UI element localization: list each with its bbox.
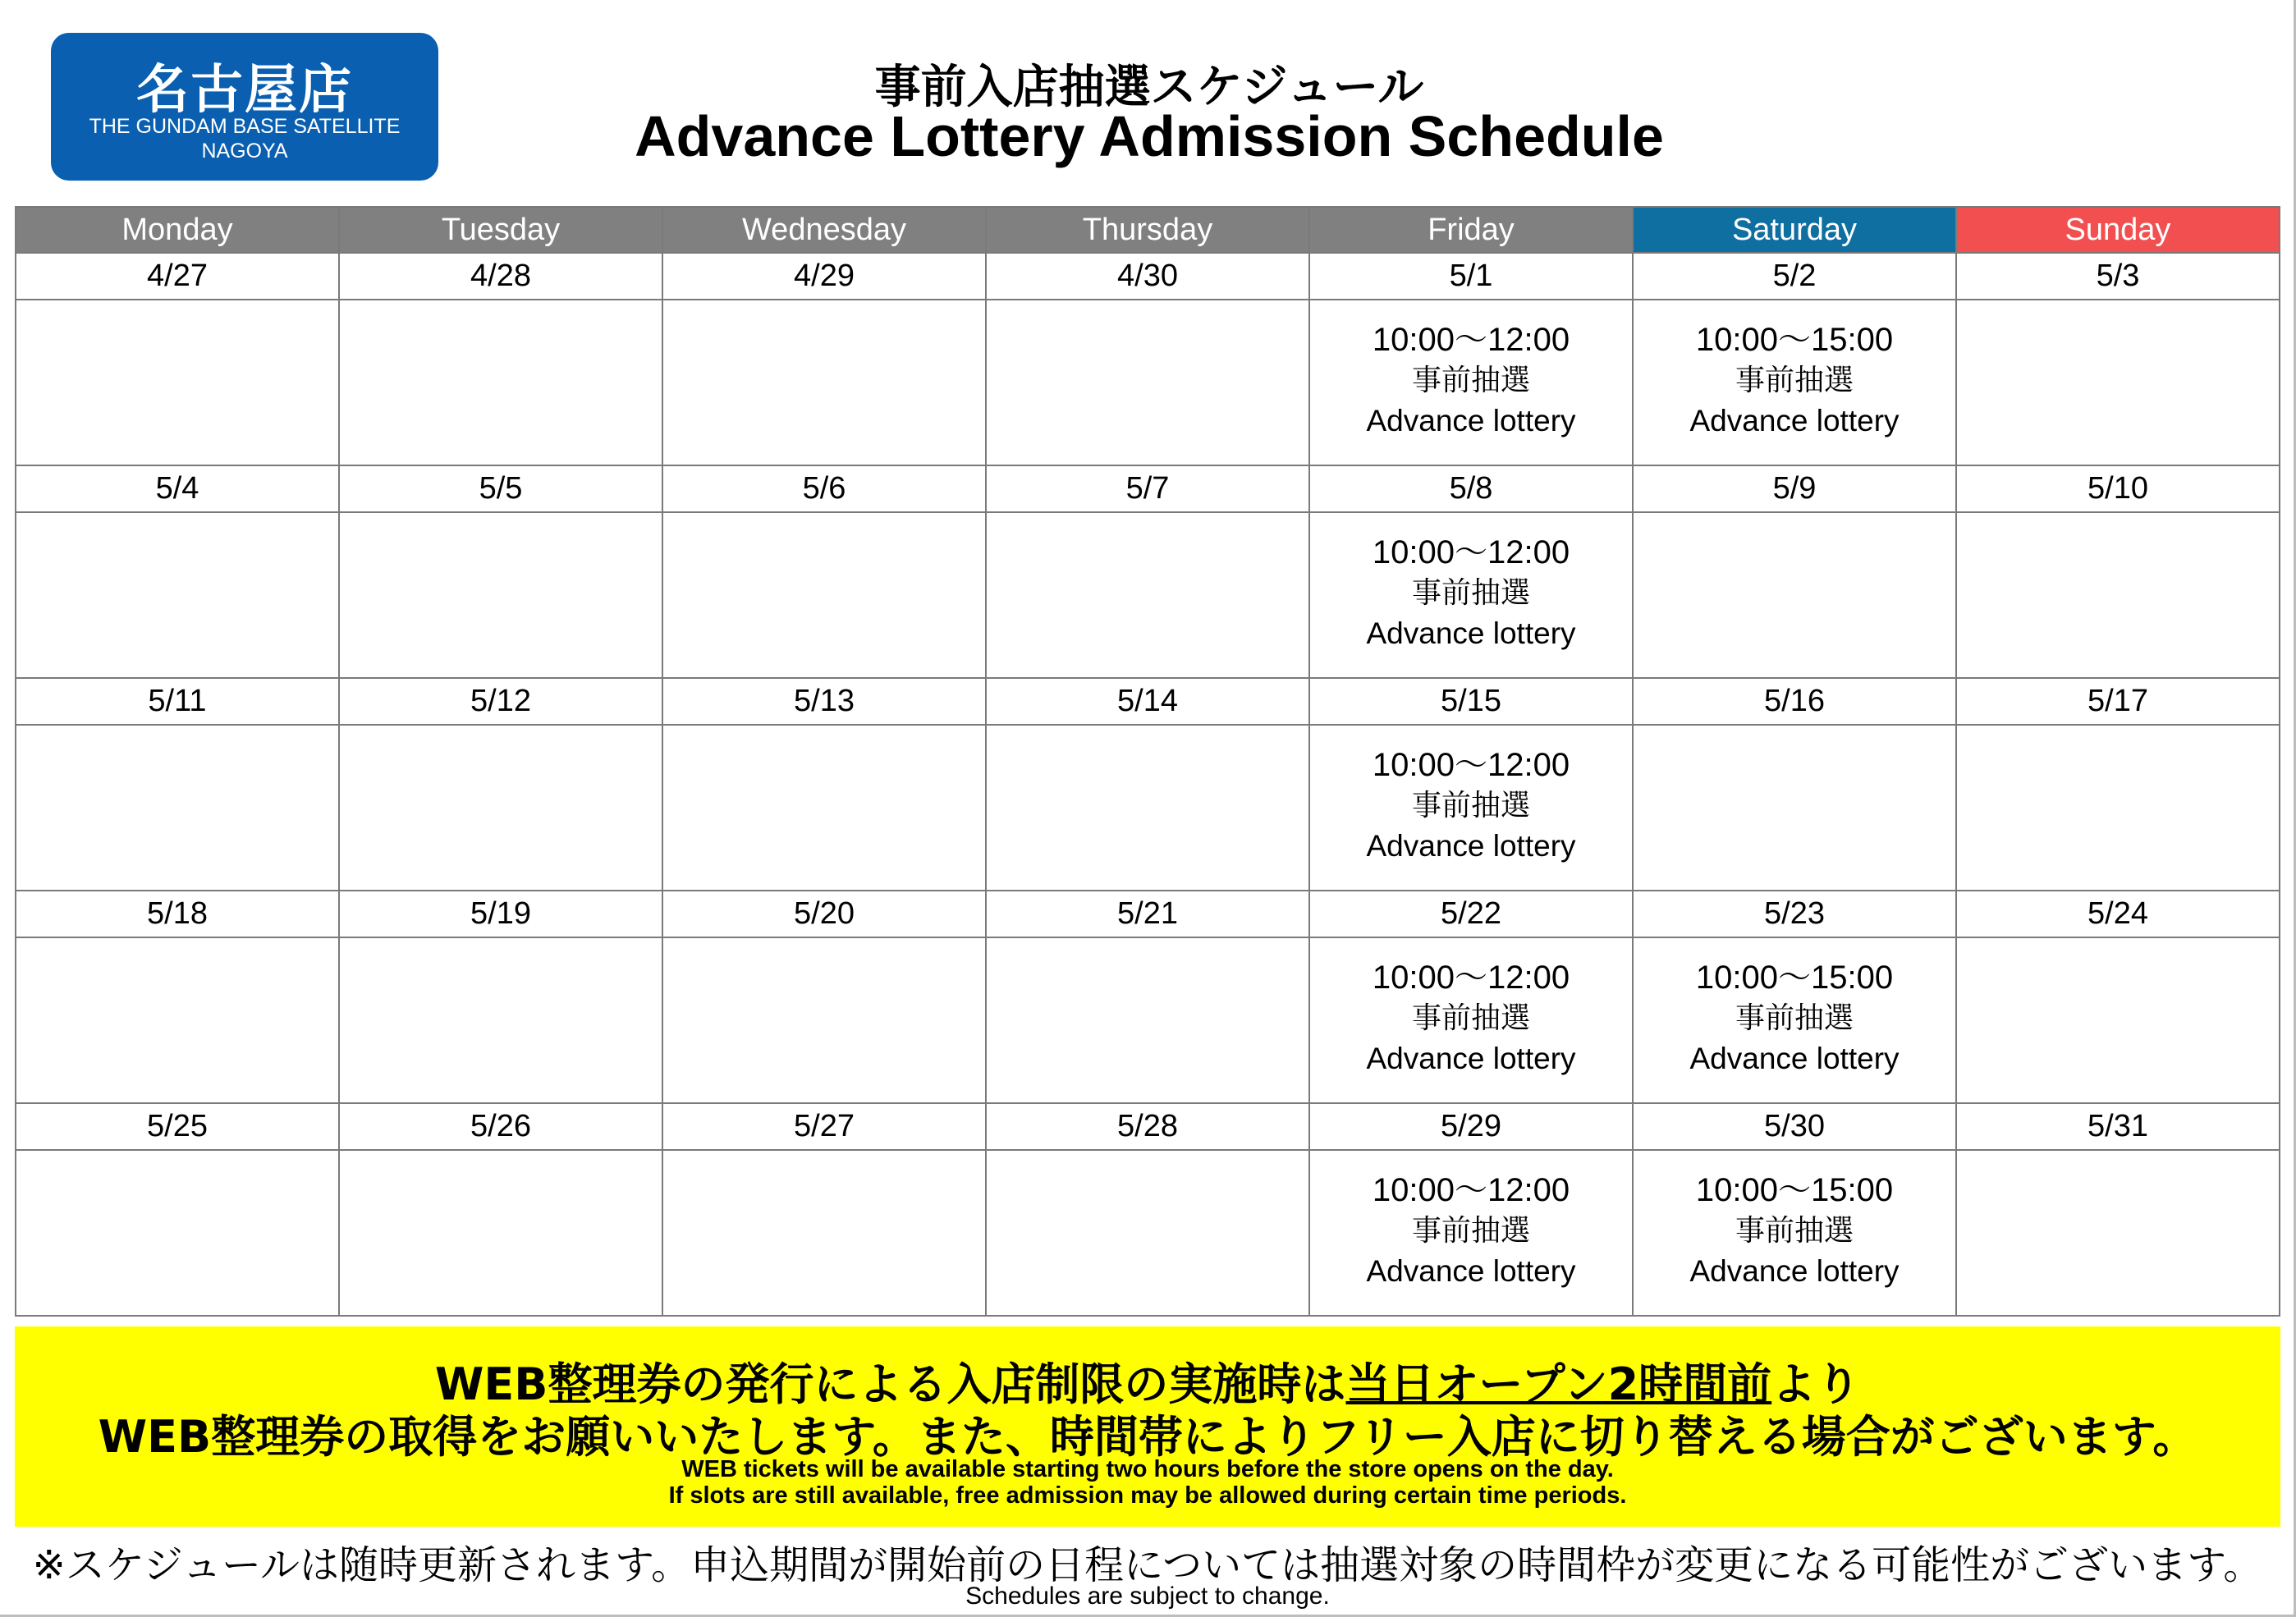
event-row [16, 512, 2280, 678]
event-cell [662, 725, 986, 891]
event-cell [339, 937, 662, 1103]
event-cell [1633, 1150, 1956, 1316]
event-label-en: Advance lottery [1689, 404, 1900, 437]
date-cell: 5/2 [1633, 253, 1956, 300]
date-cell: 5/16 [1633, 678, 1956, 725]
notice-line3: WEB tickets will be available starting two hours before the store opens on the day. [681, 1456, 1614, 1482]
header-friday: Friday [1309, 207, 1633, 253]
event-cell [16, 725, 339, 891]
page-title-jp: 事前入店抽選スケジュール [874, 61, 1424, 114]
date-cell: 5/17 [1956, 678, 2280, 725]
date-cell: 5/28 [986, 1103, 1309, 1150]
event-label-en: Advance lottery [1366, 829, 1576, 863]
event-cell [1309, 300, 1633, 465]
date-cell: 5/9 [1633, 465, 1956, 512]
event-cell [16, 512, 339, 678]
date-cell: 5/27 [662, 1103, 986, 1150]
notice-line1-c: より [1771, 1358, 1861, 1410]
notice-line2: WEB整理券の取得をお願いいたします。また、時間帯によりフリー入店に切り替える場合がございます。 [98, 1411, 2197, 1463]
event-row [16, 725, 2280, 891]
event-cell [986, 300, 1309, 465]
event-cell [1633, 512, 1956, 678]
footer-note-en: Schedules are subject to change. [965, 1583, 1330, 1610]
date-cell: 5/8 [1309, 465, 1633, 512]
event-cell [662, 300, 986, 465]
date-row [16, 465, 2280, 512]
event-cell [1956, 725, 2280, 891]
date-cell: 4/27 [16, 253, 339, 300]
event-cell [662, 1150, 986, 1316]
weekday-header-row [16, 207, 2280, 253]
event-time: 10:00〜12:00 [1372, 322, 1570, 358]
lottery-event [1634, 300, 1955, 441]
date-cell: 5/7 [986, 465, 1309, 512]
event-cell [1309, 1150, 1633, 1316]
event-cell [662, 937, 986, 1103]
date-cell: 5/30 [1633, 1103, 1956, 1150]
lottery-event [1310, 300, 1632, 441]
notice-line4: If slots are still available, free admission may be allowed during certain time periods. [668, 1482, 1627, 1509]
date-cell: 5/6 [662, 465, 986, 512]
date-cell: 5/5 [339, 465, 662, 512]
date-row [16, 1103, 2280, 1150]
event-cell [1309, 512, 1633, 678]
lottery-event [1310, 1151, 1632, 1291]
event-time: 10:00〜15:00 [1695, 960, 1894, 996]
date-cell: 5/11 [16, 678, 339, 725]
event-row [16, 300, 2280, 465]
event-time: 10:00〜12:00 [1372, 534, 1570, 570]
date-cell: 5/10 [1956, 465, 2280, 512]
schedule-calendar [15, 206, 2280, 1317]
event-label-jp: 事前抽選 [1735, 1001, 1854, 1035]
event-cell [986, 725, 1309, 891]
event-cell [986, 512, 1309, 678]
date-cell: 5/24 [1956, 891, 2280, 937]
event-time: 10:00〜12:00 [1372, 747, 1570, 783]
date-cell: 5/25 [16, 1103, 339, 1150]
event-time: 10:00〜12:00 [1372, 960, 1570, 996]
date-cell: 5/20 [662, 891, 986, 937]
notice-line1-highlight: 当日オープン2時間前 [1345, 1358, 1772, 1410]
header-monday: Monday [16, 207, 339, 253]
event-label-en: Advance lottery [1366, 616, 1576, 650]
event-cell [662, 512, 986, 678]
event-label-en: Advance lottery [1689, 1042, 1900, 1075]
store-name-en-line2: NAGOYA [201, 140, 288, 163]
date-cell: 5/3 [1956, 253, 2280, 300]
store-name-en-line1: THE GUNDAM BASE SATELLITE [89, 115, 401, 138]
date-row [16, 678, 2280, 725]
lottery-event [1310, 938, 1632, 1079]
event-cell [1956, 512, 2280, 678]
lottery-event [1634, 938, 1955, 1079]
notice-banner [15, 1326, 2280, 1527]
event-cell [1633, 937, 1956, 1103]
date-cell: 5/29 [1309, 1103, 1633, 1150]
event-label-jp: 事前抽選 [1411, 1214, 1530, 1248]
event-time: 10:00〜15:00 [1695, 1172, 1894, 1208]
event-label-en: Advance lottery [1689, 1254, 1900, 1288]
event-cell [986, 1150, 1309, 1316]
date-cell: 4/30 [986, 253, 1309, 300]
date-cell: 5/1 [1309, 253, 1633, 300]
lottery-event [1310, 726, 1632, 866]
event-cell [1633, 725, 1956, 891]
event-cell [339, 725, 662, 891]
date-cell: 4/28 [339, 253, 662, 300]
date-cell: 5/26 [339, 1103, 662, 1150]
store-name-jp: 名古屋店 [136, 60, 353, 121]
date-cell: 5/21 [986, 891, 1309, 937]
date-cell: 4/29 [662, 253, 986, 300]
header-sunday: Sunday [1956, 207, 2280, 253]
event-label-jp: 事前抽選 [1735, 364, 1854, 397]
event-cell [1309, 937, 1633, 1103]
event-cell [1956, 300, 2280, 465]
event-label-en: Advance lottery [1366, 1042, 1576, 1075]
footer-note-jp: ※スケジュールは随時更新されます。申込期間が開始前の日程については抽選対象の時間枠が変更になる可能性がございます。 [32, 1542, 2263, 1588]
event-label-en: Advance lottery [1366, 404, 1576, 437]
date-cell: 5/12 [339, 678, 662, 725]
event-cell [339, 512, 662, 678]
store-badge [51, 33, 438, 181]
date-cell: 5/19 [339, 891, 662, 937]
lottery-event [1634, 1151, 1955, 1291]
event-label-jp: 事前抽選 [1411, 576, 1530, 610]
date-cell: 5/18 [16, 891, 339, 937]
date-cell: 5/13 [662, 678, 986, 725]
notice-line1-a: WEB整理券の発行による入店制限の実施時は [434, 1358, 1346, 1410]
event-cell [339, 300, 662, 465]
event-cell [16, 300, 339, 465]
header-tuesday: Tuesday [339, 207, 662, 253]
event-cell [1633, 300, 1956, 465]
event-cell [16, 1150, 339, 1316]
event-time: 10:00〜15:00 [1695, 322, 1894, 358]
header-saturday: Saturday [1633, 207, 1956, 253]
header-thursday: Thursday [986, 207, 1309, 253]
event-cell [16, 937, 339, 1103]
date-cell: 5/4 [16, 465, 339, 512]
date-row [16, 253, 2280, 300]
event-cell [986, 937, 1309, 1103]
event-label-en: Advance lottery [1366, 1254, 1576, 1288]
header-wednesday: Wednesday [662, 207, 986, 253]
event-label-jp: 事前抽選 [1411, 789, 1530, 822]
date-cell: 5/14 [986, 678, 1309, 725]
page-title-en: Advance Lottery Admission Schedule [635, 104, 1664, 168]
date-cell: 5/23 [1633, 891, 1956, 937]
event-label-jp: 事前抽選 [1411, 1001, 1530, 1035]
date-row [16, 891, 2280, 937]
event-row [16, 937, 2280, 1103]
date-cell: 5/31 [1956, 1103, 2280, 1150]
event-row [16, 1150, 2280, 1316]
event-time: 10:00〜12:00 [1372, 1172, 1570, 1208]
event-cell [1956, 1150, 2280, 1316]
lottery-event [1310, 513, 1632, 653]
date-cell: 5/15 [1309, 678, 1633, 725]
event-cell [1956, 937, 2280, 1103]
date-cell: 5/22 [1309, 891, 1633, 937]
event-cell [1309, 725, 1633, 891]
event-cell [339, 1150, 662, 1316]
event-label-jp: 事前抽選 [1411, 364, 1530, 397]
event-label-jp: 事前抽選 [1735, 1214, 1854, 1248]
